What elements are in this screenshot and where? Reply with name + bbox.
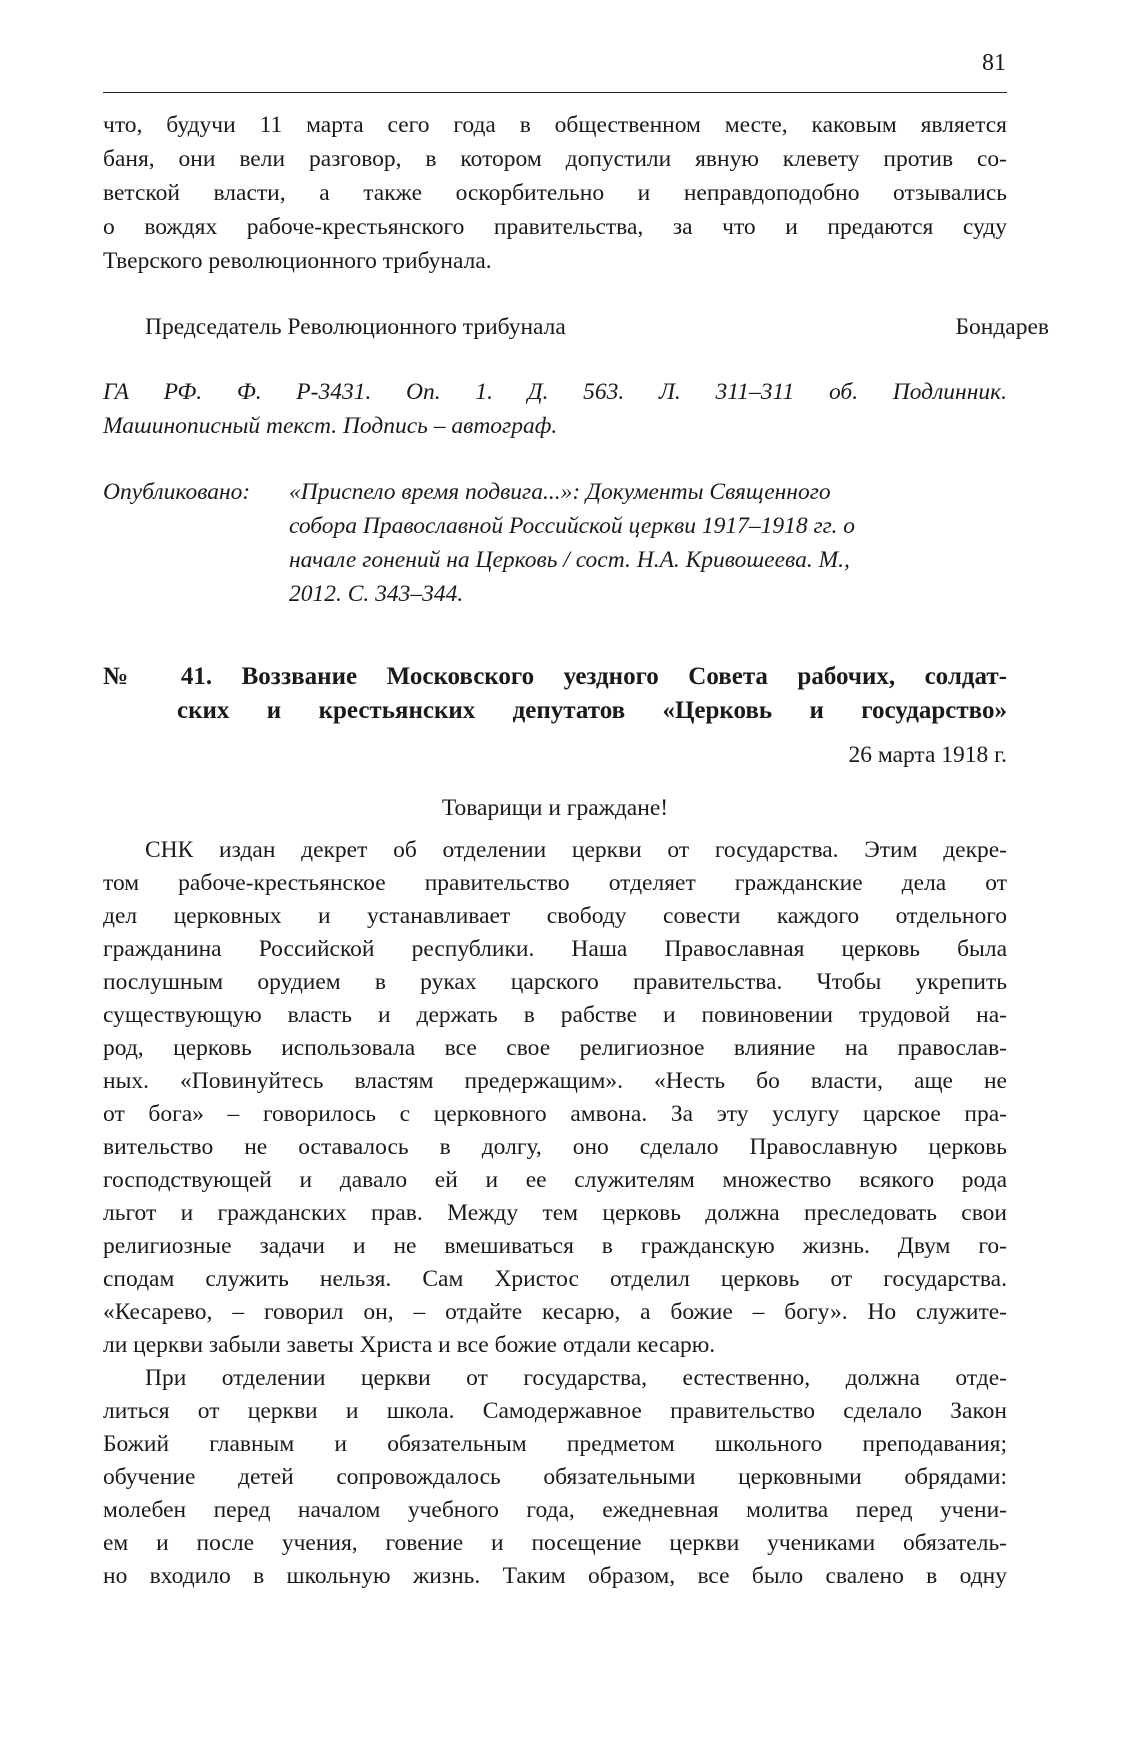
text-line: том рабоче-крестьянское правительство отделяет гражданские дела от: [103, 870, 1007, 896]
text-line: дел церковных и устанавливает свободу совести каждого отдельного: [103, 903, 1007, 929]
published-label: Опубликовано:: [103, 479, 251, 505]
text-line: существующую власть и держать в рабстве и повиновении трудовой на-: [103, 1002, 1007, 1028]
archive-reference: [103, 375, 1007, 443]
text-line: ветской власти, а также оскорбительно и неправдоподобно отзывались: [103, 180, 1007, 206]
text-line: ГА РФ. Ф. Р-3431. Оп. 1. Д. 563. Л. 311–311 об. Подлинник.: [103, 379, 1007, 405]
text-line: Божий главным и обязательным предметом школьного преподавания;: [103, 1431, 1007, 1457]
publication-reference: [103, 475, 1007, 611]
text-line: обучение детей сопровождалось обязательными церковными обрядами:: [103, 1464, 1007, 1490]
text-line: вительство не оставалось в долгу, оно сделало Православную церковь: [103, 1134, 1007, 1160]
text-line: род, церковь использовала все свое религиозное влияние на православ-: [103, 1035, 1007, 1061]
text-line: что, будучи 11 марта сего года в общественном месте, каковым является: [103, 112, 1007, 138]
document-body: [103, 834, 1007, 1593]
text-line: собора Православной Российской церкви 1917–1918 гг. о: [289, 513, 855, 539]
document-heading: [103, 660, 1007, 728]
text-line: ных. «Повинуйтесь властям предержащим». «Несть бо власти, аще не: [103, 1068, 1007, 1094]
header-rule: [103, 92, 1007, 93]
signature-name: Бондарев: [955, 314, 1049, 340]
text-line: СНК издан декрет об отделении церкви от государства. Этим декре-: [145, 837, 1007, 863]
text-line: господствующей и давало ей и ее служителям множество всякого рода: [103, 1167, 1007, 1193]
greeting: Товарищи и граждане!: [441, 795, 669, 821]
text-line: № 41. Воззвание Московского уездного Совета рабочих, солдат-: [103, 663, 1007, 690]
text-line: но входило в школьную жизнь. Таким образом, все было свалено в одну: [103, 1563, 1007, 1589]
text-line: сподам служить нельзя. Сам Христос отделил церковь от государства.: [103, 1266, 1007, 1292]
paragraph: [103, 834, 1007, 1362]
text-line: от бога» – говорилось с церковного амвона. За эту услугу царское пра-: [103, 1101, 1007, 1127]
paragraph-continuation: [103, 108, 1007, 278]
text-line: ских и крестьянских депутатов «Церковь и государство»: [177, 697, 1007, 724]
page-number: 81: [982, 50, 1006, 76]
text-line: молебен перед началом учебного года, ежедневная молитва перед учени-: [103, 1497, 1007, 1523]
signature-title: Председатель Революционного трибунала: [145, 314, 566, 340]
text-line: литься от церкви и школа. Самодержавное правительство сделало Закон: [103, 1398, 1007, 1424]
text-line: послушным орудием в руках царского правительства. Чтобы укрепить: [103, 969, 1007, 995]
paragraph: [103, 1362, 1007, 1593]
text-line: При отделении церкви от государства, естественно, должна отде-: [145, 1365, 1007, 1391]
text-line: гражданина Российской республики. Наша Православная церковь была: [103, 936, 1007, 962]
text-line: «Приспело время подвига...»: Документы Священного: [289, 479, 831, 505]
text-line: «Кесарево, – говорил он, – отдайте кесарю, а божие – богу». Но служите-: [103, 1299, 1007, 1325]
text-line: ем и после учения, говение и посещение церкви учениками обязатель-: [103, 1530, 1007, 1556]
text-line: ли церкви забыли заветы Христа и все божие отдали кесарю.: [103, 1332, 716, 1358]
text-line: Тверского революционного трибунала.: [103, 248, 492, 274]
document-date: 26 марта 1918 г.: [848, 742, 1007, 768]
text-line: 2012. С. 343–344.: [289, 581, 464, 607]
signature-line: [103, 310, 1049, 344]
text-line: религиозные задачи и не вмешиваться в гражданскую жизнь. Двум го-: [103, 1233, 1007, 1259]
text-line: о вождях рабоче-крестьянского правительства, за что и предаются суду: [103, 214, 1007, 240]
text-line: начале гонений на Церковь / сост. Н.А. Кривошеева. М.,: [289, 547, 850, 573]
text-line: Машинописный текст. Подпись – автограф.: [103, 413, 558, 439]
text-line: баня, они вели разговор, в котором допустили явную клевету против со-: [103, 146, 1007, 172]
text-line: льгот и гражданских прав. Между тем церковь должна преследовать свои: [103, 1200, 1007, 1226]
